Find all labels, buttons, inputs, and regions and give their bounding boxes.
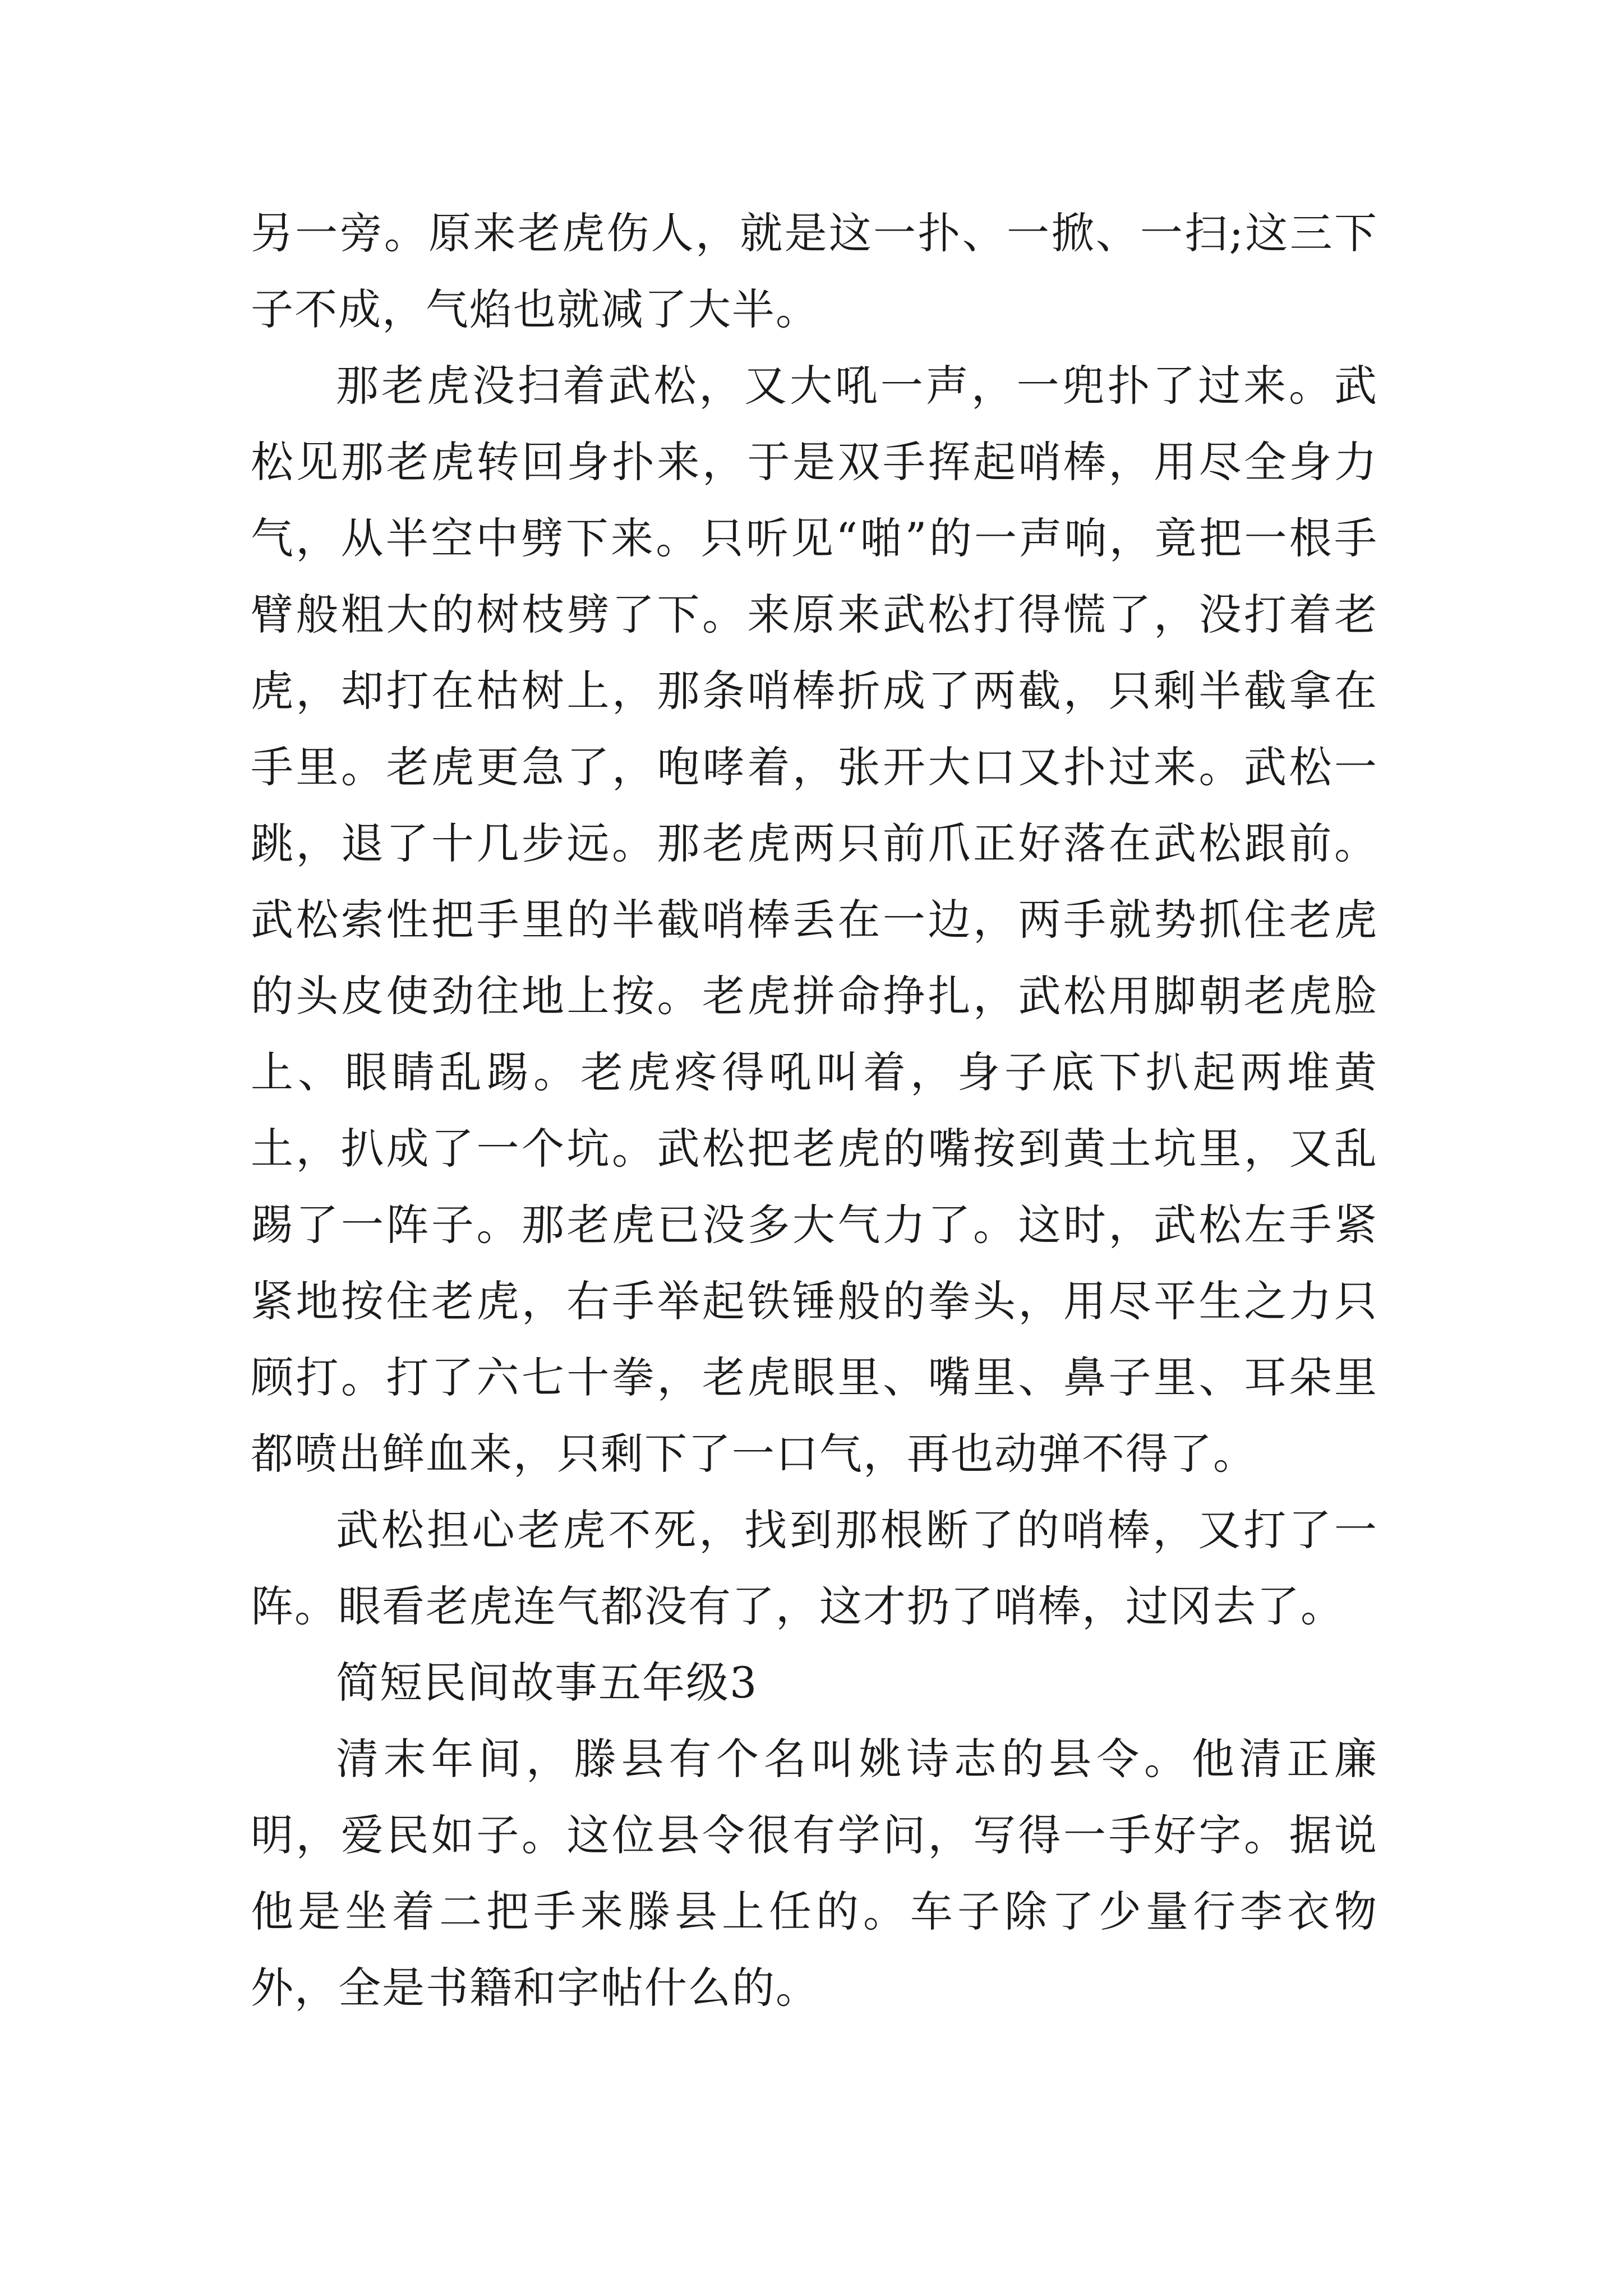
section-heading: 简短民间故事五年级3 [336,1658,758,1708]
paragraph-3: 武松担心老虎不死，找到那根断了的哨棒，又打了一阵。眼看老虎连气都没有了，这才扔了哨棒，过冈去了。 [251,1505,1378,1631]
paragraph-1: 另一旁。原来老虎伤人，就是这一扑、一掀、一扫;这三下子不成，气焰也就减了大半。 [251,208,1378,334]
document-body [251,195,1378,2026]
paragraph-4: 清末年间，滕县有个名叫姚诗志的县令。他清正廉明，爱民如子。这位县令很有学问，写得一手好字。据说他是坐着二把手来滕县上任的。车子除了少量行李衣物外，全是书籍和字帖什么的。 [251,1734,1378,2013]
paragraph-2: 那老虎没扫着武松，又大吼一声，一兜扑了过来。武松见那老虎转回身扑来，于是双手挥起哨棒，用尽全身力气，从半空中劈下来。只听见“啪”的一声响，竟把一根手臂般粗大的树枝劈了下。来原来武松打得慌了，没打着老虎，却打在枯树上，那条哨棒折成了两截，只剩半截拿在手里。老虎更急了，咆哮着，张开大口又扑过来。武松一跳，退了十几步远。那老虎两只前爪正好落在武松跟前。武松索性把手里的半截哨棒丢在一边，两手就势抓住老虎的头皮使劲往地上按。老虎拼命挣扎，武松用脚朝老虎脸上、眼睛乱踢。老虎疼得吼叫着，身子底下扒起两堆黄土，扒成了一个坑。武松把老虎的嘴按到黄土坑里，又乱踢了一阵子。那老虎已没多大气力了。这时，武松左手紧紧地按住老虎，右手举起铁锤般的拳头，用尽平生之力只顾打。打了六七十拳，老虎眼里、嘴里、鼻子里、耳朵里都喷出鲜血来，只剩下了一口气，再也动弹不得了。 [251,361,1378,1479]
